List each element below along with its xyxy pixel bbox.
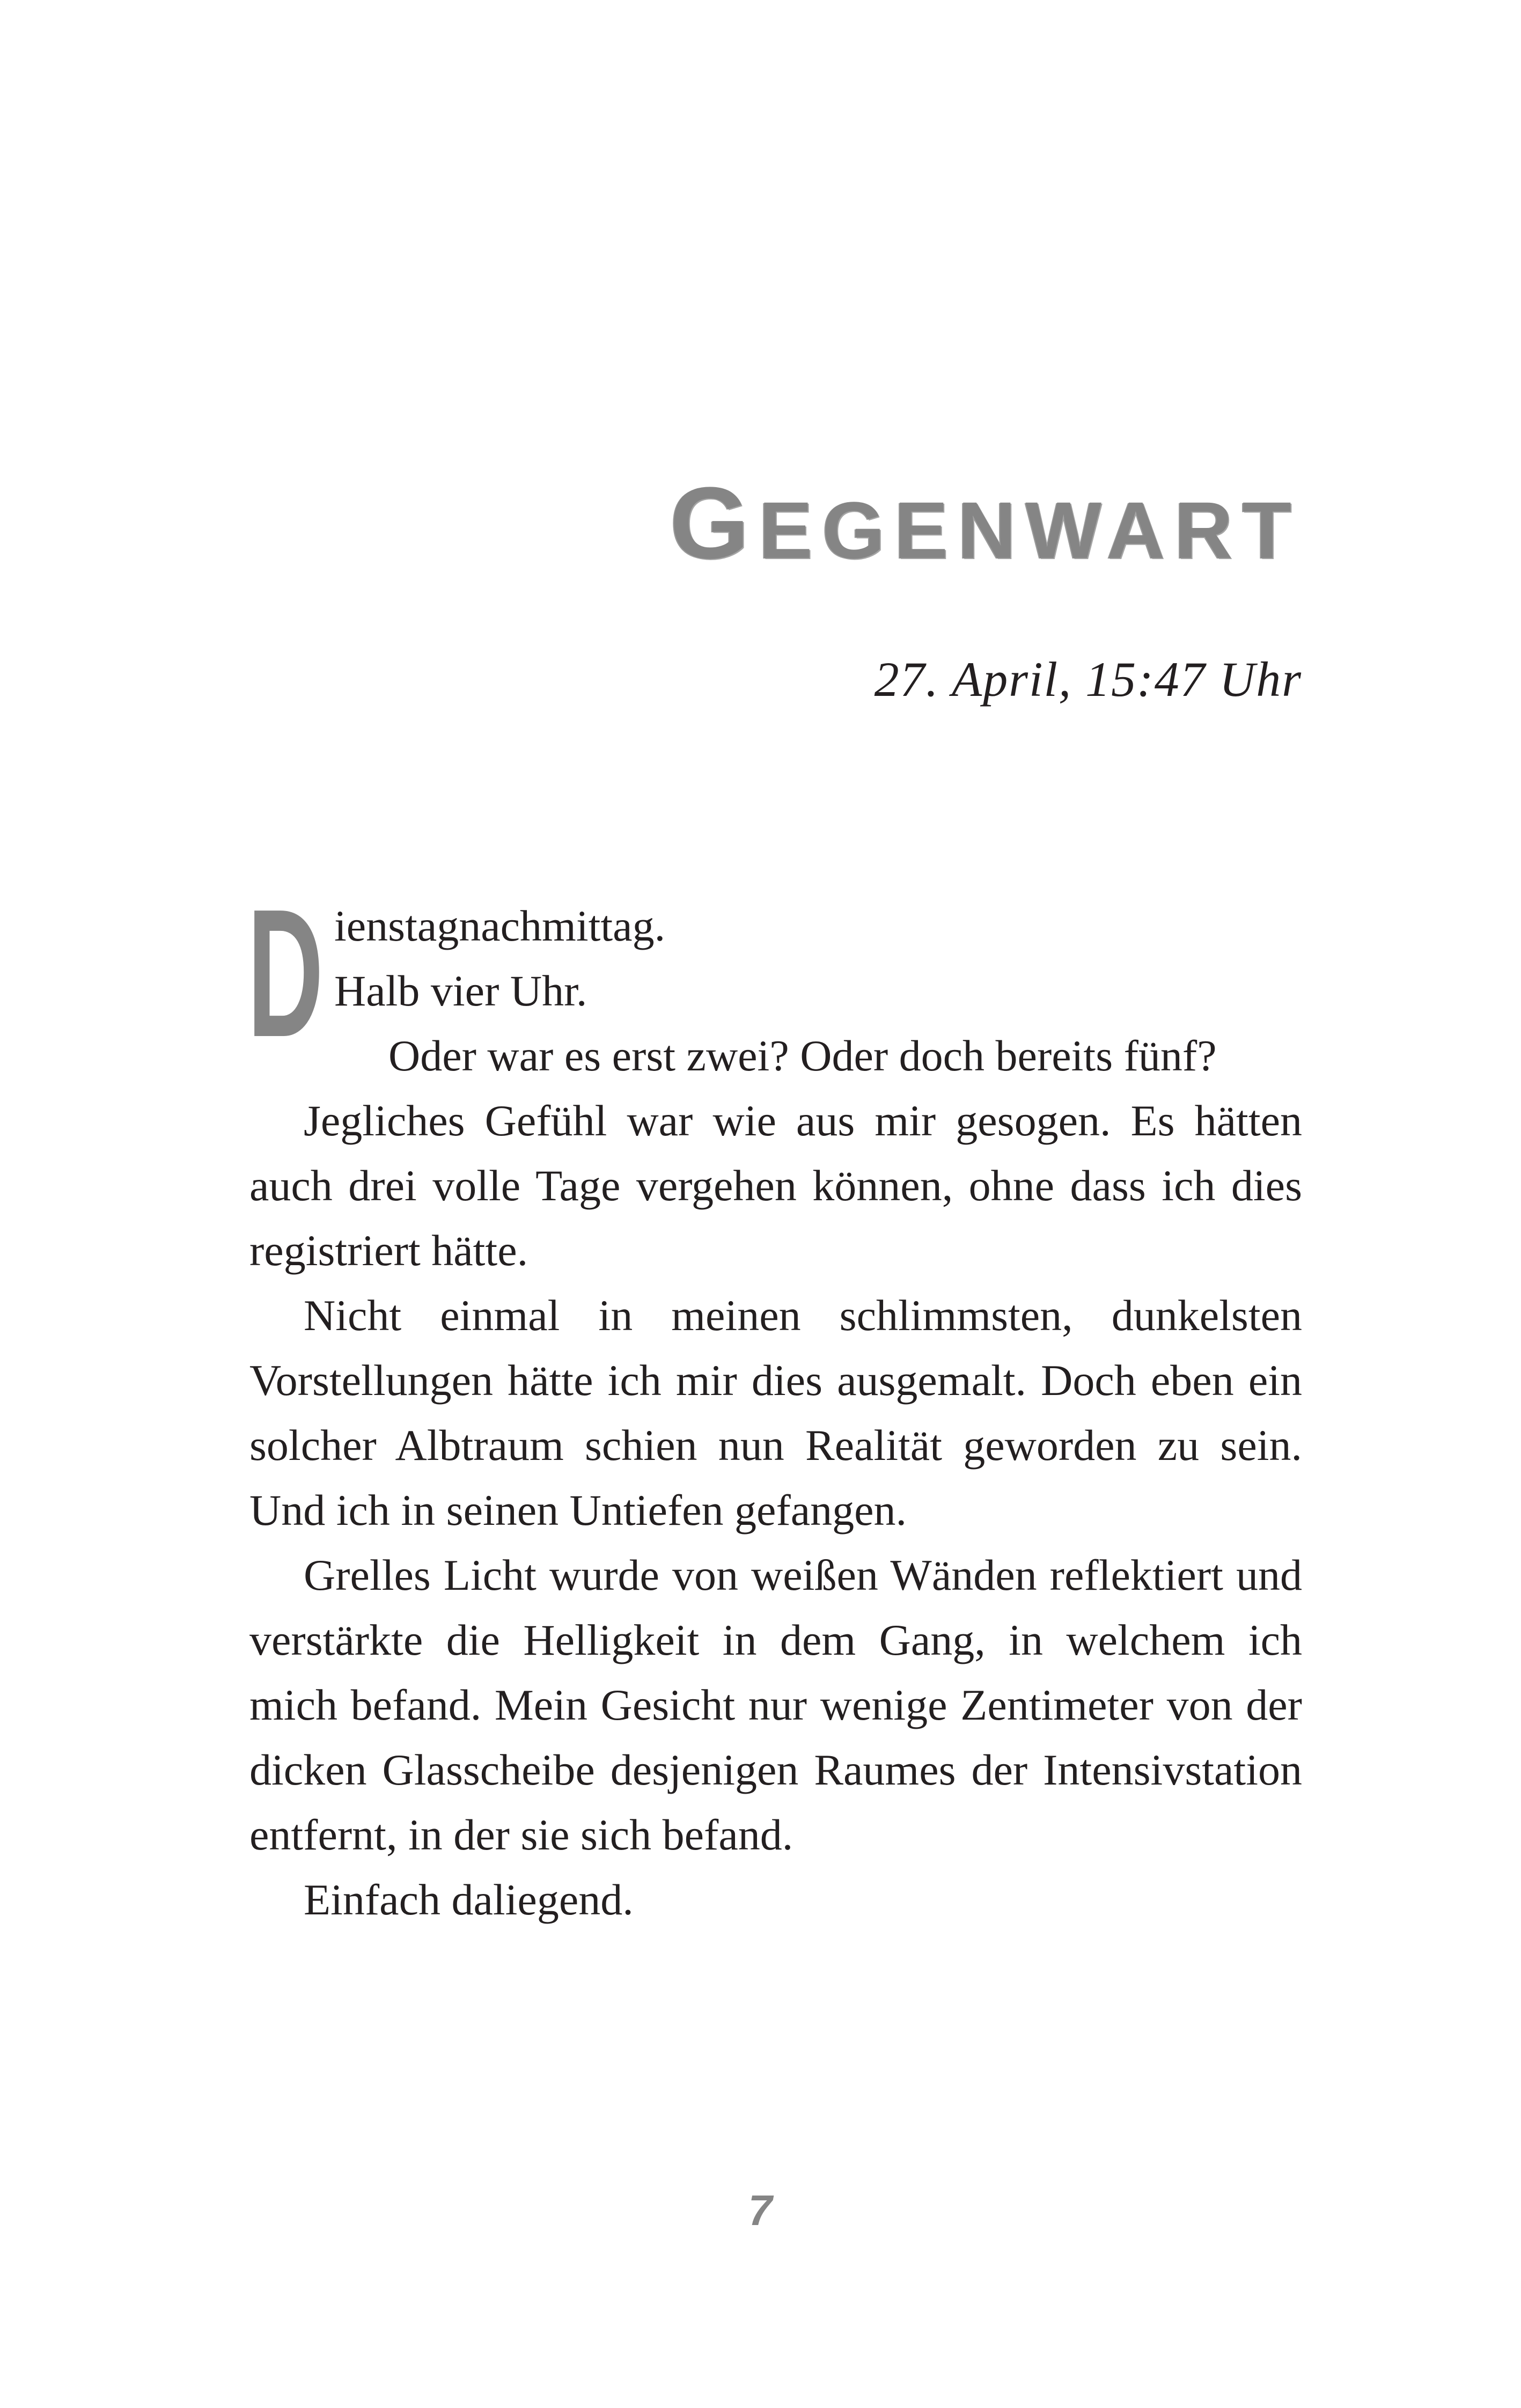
paragraph-4: Jegliches Gefühl war wie aus mir gesogen. Es hätten auch drei volle Tage vergehen können, ohne dass ich dies registriert hätte. bbox=[249, 1096, 1302, 1275]
paragraph-5: Nicht einmal in meinen schlimmsten, dunkelsten Vorstellungen hätte ich mir dies ausgemalt. Doch eben ein solcher Albtraum schien nun Realität geworden zu sein. Und ich in seinen Untiefen gefangen. bbox=[249, 1291, 1302, 1535]
body-text bbox=[247, 871, 1302, 1932]
paragraph-3: Oder war es erst zwei? Oder doch bereits fünf? bbox=[388, 1031, 1217, 1080]
chapter-title-initial: G bbox=[670, 466, 759, 580]
paragraph-6: Grelles Licht wurde von weißen Wänden reflektiert und verstärkte die Helligkeit in dem Gang, in welchem ich mich befand. Mein Gesicht nur wenige Zentimeter von der dicken Glasscheibe desjenigen Raumes der Intensivstation entfernt, in der sie sich befand. bbox=[249, 1551, 1302, 1859]
chapter-title-rest: EGENWART bbox=[759, 485, 1301, 575]
paragraph-2: Halb vier Uhr. bbox=[334, 966, 587, 1015]
page-number: 7 bbox=[748, 2186, 773, 2234]
chapter-date: 27. April, 15:47 Uhr bbox=[874, 652, 1302, 707]
paragraph-7: Einfach daliegend. bbox=[304, 1875, 634, 1924]
dropcap-glyph bbox=[247, 871, 324, 1075]
dropcap bbox=[247, 871, 324, 1075]
dropcap-letter: D bbox=[247, 871, 324, 1075]
chapter-title bbox=[670, 466, 1301, 580]
paragraph-1: ienstagnachmittag. bbox=[334, 901, 666, 950]
